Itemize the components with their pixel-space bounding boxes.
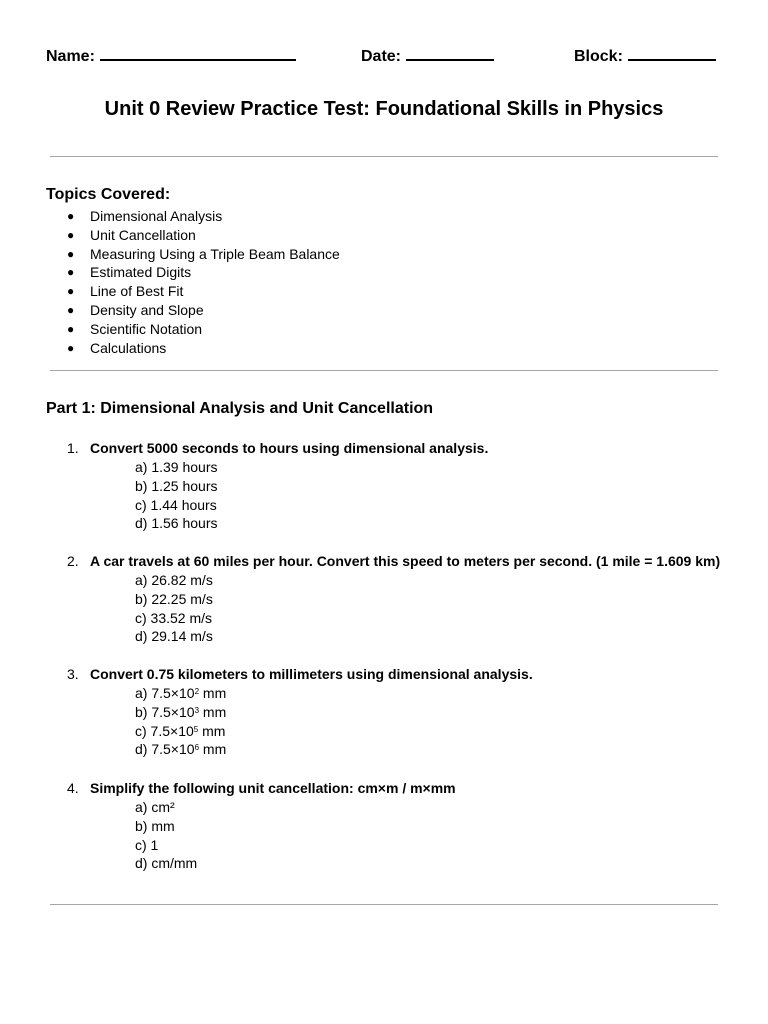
- topic-label: Estimated Digits: [90, 264, 192, 281]
- name-field[interactable]: [46, 45, 296, 66]
- name-label: Name:: [46, 48, 95, 65]
- bullet-icon: ●: [67, 302, 75, 317]
- option-unit: mm: [198, 722, 226, 739]
- topic-label: Scientific Notation: [90, 320, 203, 337]
- question-1: [67, 439, 757, 533]
- option-exponent: 5: [193, 724, 199, 734]
- question-text: A car travels at 60 miles per hour. Convert this speed to meters per second. (1 mile = 1.609 km): [90, 553, 721, 569]
- date-label: Date:: [361, 48, 402, 65]
- answer-options: [67, 798, 757, 873]
- topic-label: Unit Cancellation: [90, 226, 196, 243]
- list-item: [67, 339, 340, 358]
- divider: [50, 904, 718, 905]
- answer-option-b[interactable]: b) 1.25 hours: [135, 477, 218, 494]
- answer-option-d[interactable]: [135, 740, 757, 759]
- bullet-icon: ●: [67, 340, 75, 355]
- list-item: [67, 320, 340, 339]
- question-3: [67, 665, 757, 759]
- question-stem: [67, 439, 757, 458]
- page-title: Unit 0 Review Practice Test: Foundational Skills in Physics: [104, 98, 664, 120]
- topic-label: Density and Slope: [90, 301, 204, 318]
- answer-option-d[interactable]: d) cm/mm: [135, 855, 198, 872]
- block-label: Block:: [574, 48, 623, 65]
- option-unit: mm: [199, 741, 227, 758]
- option-exponent: 3: [194, 705, 200, 715]
- topics-heading: Topics Covered:: [46, 186, 171, 203]
- topic-label: Dimensional Analysis: [90, 208, 223, 224]
- answer-options: [67, 571, 757, 646]
- answer-option-a[interactable]: [135, 684, 757, 703]
- answer-option-d[interactable]: d) 1.56 hours: [135, 515, 218, 532]
- answer-options: [67, 458, 757, 533]
- part-1-heading: Part 1: Dimensional Analysis and Unit Cancellation: [46, 400, 434, 417]
- question-text: Convert 0.75 kilometers to millimeters using dimensional analysis.: [90, 666, 533, 682]
- option-unit: mm: [199, 685, 227, 701]
- question-number: 3.: [67, 666, 79, 682]
- option-exponent: 6: [194, 743, 200, 753]
- question-stem: [67, 779, 757, 798]
- list-item: [67, 263, 340, 282]
- question-4: [67, 779, 757, 873]
- answer-option-a[interactable]: a) 1.39 hours: [135, 459, 218, 475]
- answer-option-b[interactable]: b) 22.25 m/s: [135, 590, 213, 607]
- topics-list: [67, 207, 340, 357]
- header-fields: [46, 45, 722, 67]
- answer-option-c[interactable]: c) 1: [135, 836, 159, 853]
- bullet-icon: ●: [67, 284, 75, 299]
- divider: [50, 156, 718, 157]
- answer-option-a[interactable]: a) 26.82 m/s: [135, 572, 213, 588]
- bullet-icon: ●: [67, 209, 75, 223]
- bullet-icon: ●: [67, 321, 75, 336]
- block-blank-line[interactable]: [628, 45, 716, 61]
- answer-option-c[interactable]: c) 33.52 m/s: [135, 609, 213, 626]
- topic-label: Calculations: [90, 339, 167, 356]
- option-unit: mm: [199, 703, 227, 720]
- question-number: 2.: [67, 553, 79, 569]
- question-text: Simplify the following unit cancellation: cm×m / m×mm: [90, 780, 456, 796]
- bullet-icon: ●: [67, 227, 75, 242]
- answer-option-a[interactable]: a) cm²: [135, 799, 175, 815]
- list-item: [67, 226, 340, 245]
- answer-option-b[interactable]: b) mm: [135, 817, 175, 834]
- list-item: [67, 207, 340, 226]
- answer-options: [67, 684, 757, 759]
- block-field[interactable]: [574, 45, 716, 66]
- question-stem: [67, 665, 757, 684]
- name-blank-line[interactable]: [100, 45, 296, 61]
- date-blank-line[interactable]: [406, 45, 494, 61]
- option-base: a) 7.5×10: [135, 685, 195, 701]
- answer-option-c[interactable]: [135, 722, 757, 741]
- question-text: Convert 5000 seconds to hours using dimensional analysis.: [90, 440, 489, 456]
- topic-label: Line of Best Fit: [90, 283, 184, 300]
- option-exponent: 2: [194, 687, 200, 696]
- option-base: c) 7.5×10: [135, 722, 194, 739]
- question-2: [67, 552, 757, 646]
- answer-option-c[interactable]: c) 1.44 hours: [135, 496, 217, 513]
- answer-option-b[interactable]: [135, 703, 757, 722]
- divider: [50, 370, 718, 371]
- date-field[interactable]: [361, 45, 494, 66]
- bullet-icon: ●: [67, 265, 75, 280]
- answer-option-d[interactable]: d) 29.14 m/s: [135, 628, 213, 645]
- option-base: d) 7.5×10: [135, 741, 195, 758]
- question-stem: [67, 552, 757, 571]
- topic-label: Measuring Using a Triple Beam Balance: [90, 245, 340, 262]
- list-item: [67, 245, 340, 264]
- option-base: b) 7.5×10: [135, 703, 195, 720]
- question-number: 4.: [67, 780, 79, 796]
- question-number: 1.: [67, 440, 79, 456]
- bullet-icon: ●: [67, 246, 75, 261]
- list-item: [67, 282, 340, 301]
- list-item: [67, 301, 340, 320]
